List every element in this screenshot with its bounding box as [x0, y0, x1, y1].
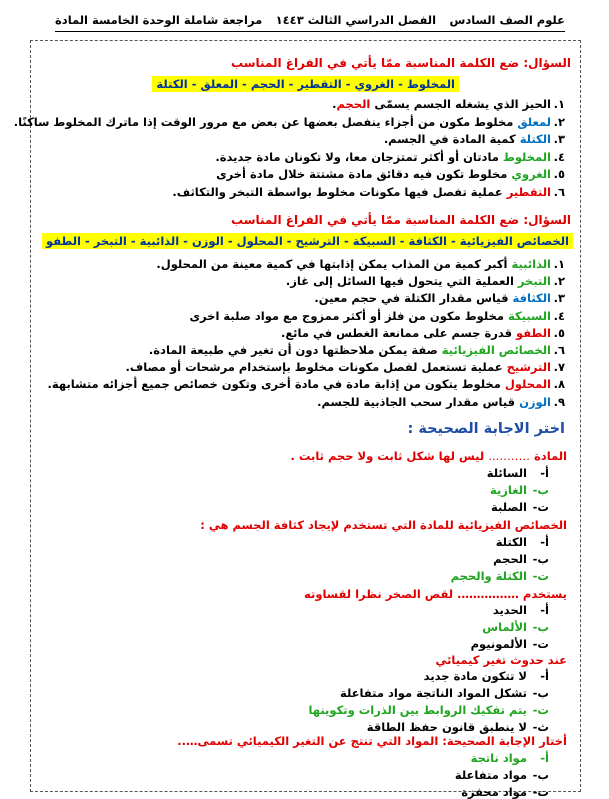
mc-q4-option-letter: أ-	[540, 669, 549, 683]
section2-item-answer: الذائبية	[511, 257, 551, 271]
mc-q3-option-letter: ب-	[532, 620, 549, 634]
mc-q1-option-letter: ت-	[532, 500, 549, 514]
section1-item-number: ١.	[553, 97, 565, 111]
section1-item-answer: الغروي	[511, 167, 551, 182]
mc-q2-option-letter: أ-	[540, 535, 549, 549]
section1-word-bank	[152, 73, 459, 92]
mc-q2-option	[451, 569, 549, 583]
section2-item-number: ٤.	[553, 308, 565, 323]
section2-item-number: ٣.	[553, 291, 565, 306]
section2-item	[314, 291, 565, 305]
mc-q1-option-text: السائلة	[486, 466, 527, 480]
section1-item-text: عملية تفصل فيها مكونات مخلوط بواسطة التبخر والتكاثف.	[172, 185, 507, 199]
mc-q3-option-text: الألماس	[482, 620, 527, 634]
mc-q1-option-text: الصلبة	[491, 500, 527, 514]
section2-item-number: ١.	[553, 257, 565, 271]
section1-word-bank-text: المخلوط - الغروي - التقطير - الحجم - المعلق - الكتلة	[152, 76, 459, 92]
mc-q3-option-text: الحديد	[492, 603, 527, 617]
section2-item	[48, 377, 565, 391]
section1-item	[172, 185, 565, 199]
mc-q1-option-letter: أ-	[540, 466, 549, 480]
section2-item-answer: الطفو	[516, 325, 551, 340]
header-subject: علوم الصف السادس	[449, 13, 565, 27]
section2-item-answer: الوزن	[519, 394, 551, 409]
mc-q3-option-letter: ت-	[532, 637, 549, 651]
mc-q3-option	[493, 603, 549, 617]
section1-item-number: ٥.	[553, 167, 565, 182]
mc-q1-dots: ………..	[488, 449, 530, 463]
section2-item-number: ٥.	[553, 325, 565, 340]
section1-item-answer: المخلوط	[502, 149, 551, 164]
section2-item	[149, 343, 565, 357]
page-header	[55, 9, 565, 32]
mc-q1-option	[487, 466, 549, 480]
section1-item-text: كمية المادة في الجسم.	[383, 132, 520, 147]
section2-item-answer: التبخر	[517, 274, 551, 289]
mc-q5-option	[455, 768, 549, 782]
section1-item-text: الحيز الذي يشغله الجسم يسمّى	[370, 97, 551, 111]
section2-item-answer: السبيكة	[507, 308, 551, 323]
mc-q5-option-text: مواد محفزة	[461, 785, 527, 799]
mc-q4-option-text: يتم تفكيك الروابط بين الذرات وتكوينها	[308, 703, 527, 717]
section2-item-text: قياس مقدار الكتلة في حجم معين.	[314, 291, 513, 306]
section1-item-number: ٣.	[553, 132, 565, 147]
header-review: مراجعة شاملة الوحدة الخامسة المادة	[55, 13, 263, 27]
mc-q4-option	[340, 686, 549, 700]
mc-q1-option-letter: ب-	[532, 483, 549, 497]
mc-q5-option-text: مواد متفاعلة	[454, 768, 527, 782]
mc-q1-option	[490, 483, 549, 497]
section1-item-answer: التقطير	[506, 185, 551, 199]
section1-item-answer: الكتلة	[519, 132, 551, 147]
section2-title: السؤال: ضع الكلمة المناسبة ممّا يأتي في الفراغ المناسب	[231, 213, 571, 227]
mc-q2-option-letter: ب-	[532, 552, 549, 566]
section2-item-text: عملية تستعمل لفصل مكونات مخلوط بإستخدام مرشحات أو مصاف.	[125, 360, 507, 375]
mc-q5-option	[471, 751, 549, 765]
header-term: الفصل الدراسي الثالث ١٤٤٣	[275, 13, 437, 27]
mc-q2-text: الخصائص الفيزيائية للمادة التي تستخدم لإيجاد كثافة الجسم هي :	[200, 518, 567, 532]
mc-q5-option-letter: أ-	[540, 751, 549, 765]
mc-q3-option	[482, 620, 549, 634]
mc-q4-option-text: لا ينطبق قانون حفظ الطاقة	[366, 720, 527, 734]
section2-item-answer: المحلول	[504, 377, 551, 392]
section1-item-answer: الحجم	[336, 97, 371, 111]
mc-q1-label: المادة	[534, 449, 567, 463]
mc-q1-option-text: الغازية	[490, 483, 527, 497]
mc-q5-option	[461, 785, 549, 799]
section2-item-number: ٢.	[553, 274, 565, 289]
mc-q4-option	[424, 669, 549, 683]
section1-item-text: مخلوط تكون فيه دقائق مادة مشتتة خلال مادة أخرى	[216, 167, 512, 182]
section1-title: السؤال: ضع الكلمة المناسبة ممّا يأتي في الفراغ المناسب	[231, 56, 571, 70]
section2-item	[156, 257, 565, 271]
mc-q4-option	[308, 703, 549, 717]
section2-item-number: ٧.	[553, 360, 565, 375]
mc-title: اختر الاجابة الصحيحة :	[407, 421, 565, 437]
section2-item-answer: الكثافة	[512, 291, 551, 306]
section1-item	[14, 115, 565, 129]
mc-q2-option-text: الحجم	[493, 552, 527, 566]
mc-q3-option-letter: أ-	[540, 603, 549, 617]
section2-word-bank	[42, 230, 573, 249]
mc-q2-option-text: الكتلة	[495, 535, 527, 549]
section2-item	[286, 274, 565, 288]
section1-item-text: مخلوط مكون من أجزاء ينفصل بعضها عن بعض مع مرور الوقت إذا ماترك المخلوط ساكنًا.	[13, 114, 518, 129]
section1-item	[215, 150, 565, 164]
mc-q4-option-text: لا تتكون مادة جديد	[423, 669, 527, 683]
mc-q1-option	[491, 500, 549, 514]
section2-item	[317, 395, 565, 409]
mc-q4-option-letter: ت-	[532, 703, 549, 717]
mc-q4-option-letter: ب-	[532, 686, 549, 700]
section2-item-text: أكبر كمية من المذاب يمكن إذابتها في كمية معينة من المحلول.	[156, 257, 512, 271]
mc-q5-text: أختار الإجابة الصحيحة: المواد التي تنتج عن التغير الكيميائي تسمى…..	[177, 734, 567, 748]
section2-item-answer: الترشيح	[506, 360, 551, 375]
mc-q3-text: يستخدم ……………. لقص الصخر نظرا لقساوته	[304, 587, 567, 601]
section2-item-answer: الخصائص الفيزيائية	[441, 343, 551, 357]
mc-q4-option	[367, 720, 549, 734]
section1-item-number: ٤.	[553, 149, 565, 164]
section1-item-text: .	[332, 97, 337, 111]
section1-item-number: ٦.	[553, 185, 565, 199]
mc-q4-text: عند حدوث تغير كيميائي	[435, 653, 567, 667]
section2-item-text: مخلوط يتكون من إذابة مادة في مادة أخرى وتكون خصائص جميع أجزائه متشابهة.	[47, 377, 505, 392]
section2-word-bank-text: الخصائص الفيزيائية - الكثافة - السبيكة - الترشيح - المحلول - الوزن - الذائبية - التبخر - الطفو	[42, 233, 573, 249]
mc-q5-option-letter: ب-	[532, 768, 549, 782]
section1-item-number: ٢.	[553, 114, 565, 129]
mc-q3-option	[471, 637, 549, 651]
mc-q3-option-text: الألمونيوم	[470, 637, 527, 651]
section1-item	[332, 97, 565, 111]
section1-item	[384, 132, 565, 146]
mc-q2-option	[493, 552, 549, 566]
section2-item-number: ٨.	[553, 377, 565, 392]
section1-item-answer: لمعلق	[517, 114, 551, 129]
section2-item	[281, 326, 565, 340]
section2-item-text: قياس مقدار سحب الجاذبية للجسم.	[317, 394, 520, 409]
section2-item	[189, 309, 565, 323]
mc-q2-option	[496, 535, 549, 549]
section2-item-number: ٦.	[553, 343, 565, 357]
section2-item-number: ٩.	[553, 394, 565, 409]
section2-item-text: العملية التي يتحول فيها السائل إلى غاز.	[285, 274, 518, 289]
mc-q1-rest: ليس لها شكل ثابت ولا حجم ثابت .	[290, 449, 485, 463]
mc-q5-option-text: مواد ناتجة	[470, 751, 527, 765]
section1-item	[216, 167, 565, 181]
mc-q1	[290, 449, 567, 463]
mc-q2-option-letter: ت-	[532, 569, 549, 583]
mc-q5-option-letter: ت-	[532, 785, 549, 799]
mc-q4-option-text: تشكل المواد الناتجة مواد متفاعلة	[340, 686, 527, 700]
mc-q4-option-letter: ث-	[532, 720, 549, 734]
section1-item-text: مادتان أو أكثر تمتزجان معا، ولا تكونان مادة جديدة.	[215, 149, 503, 164]
mc-q2-option-text: الكتلة والحجم	[450, 569, 527, 583]
section2-item-text: صفة يمكن ملاحظتها دون أن تغير في طبيعة المادة.	[148, 343, 442, 357]
section2-item-text: قدرة جسم على ممانعة الغطس في مائع.	[280, 325, 517, 340]
section2-item	[126, 360, 565, 374]
section2-item-text: مخلوط مكون من فلز أو أكثر ممزوج مع مواد صلبة اخرى	[189, 308, 508, 323]
